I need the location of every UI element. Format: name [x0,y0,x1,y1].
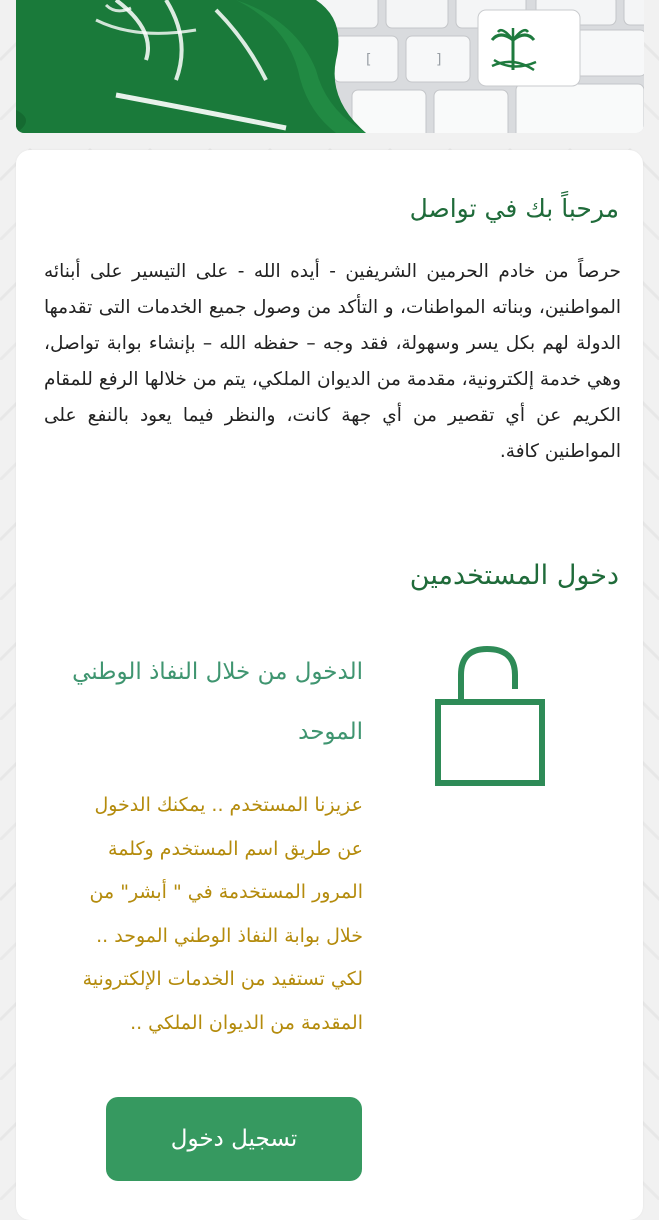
users-login-title: دخول المستخدمين [409,560,619,591]
svg-text:]: ] [436,52,442,68]
svg-text:[: [ [366,52,372,68]
hero-banner [16,0,644,133]
welcome-title: مرحباً بك في تواصل [409,194,619,223]
unlocked-padlock-icon [435,643,547,789]
content-card [16,150,643,1220]
login-button[interactable]: تسجيل دخول [106,1097,362,1181]
saudi-flag-icon [16,0,366,133]
welcome-text: حرصاً من خادم الحرمين الشريفين - أيده الله - على التيسير على أبنائه المواطنين، وبناته المواطنات، و التأكد من وصول جميع الخدمات التى تقدمها الدولة لهم بكل يسر وسهولة، فقد وجه – حفظه الله – بإنشاء بوابة تواصل، وهي خدمة إلكترونية، مقدمة من الديوان الملكي، يتم من خلالها الرفع للمقام الكريم عن أي تقصير من أي جهة كانت، والنظر فيما يعود بالنفع على المواطنين كافة. [44,261,621,462]
nafath-login-description: عزيزنا المستخدم .. يمكنك الدخول عن طريق اسم المستخدم وكلمة المرور المستخدمة في " أبشر" من خلال بوابة النفاذ الوطني الموحد .. لكي تستفيد من الخدمات الإلكترونية المقدمة من الديوان الملكي .. [82,794,363,1034]
nafath-login-title: الدخول من خلال النفاذ الوطني الموحد [72,659,363,745]
